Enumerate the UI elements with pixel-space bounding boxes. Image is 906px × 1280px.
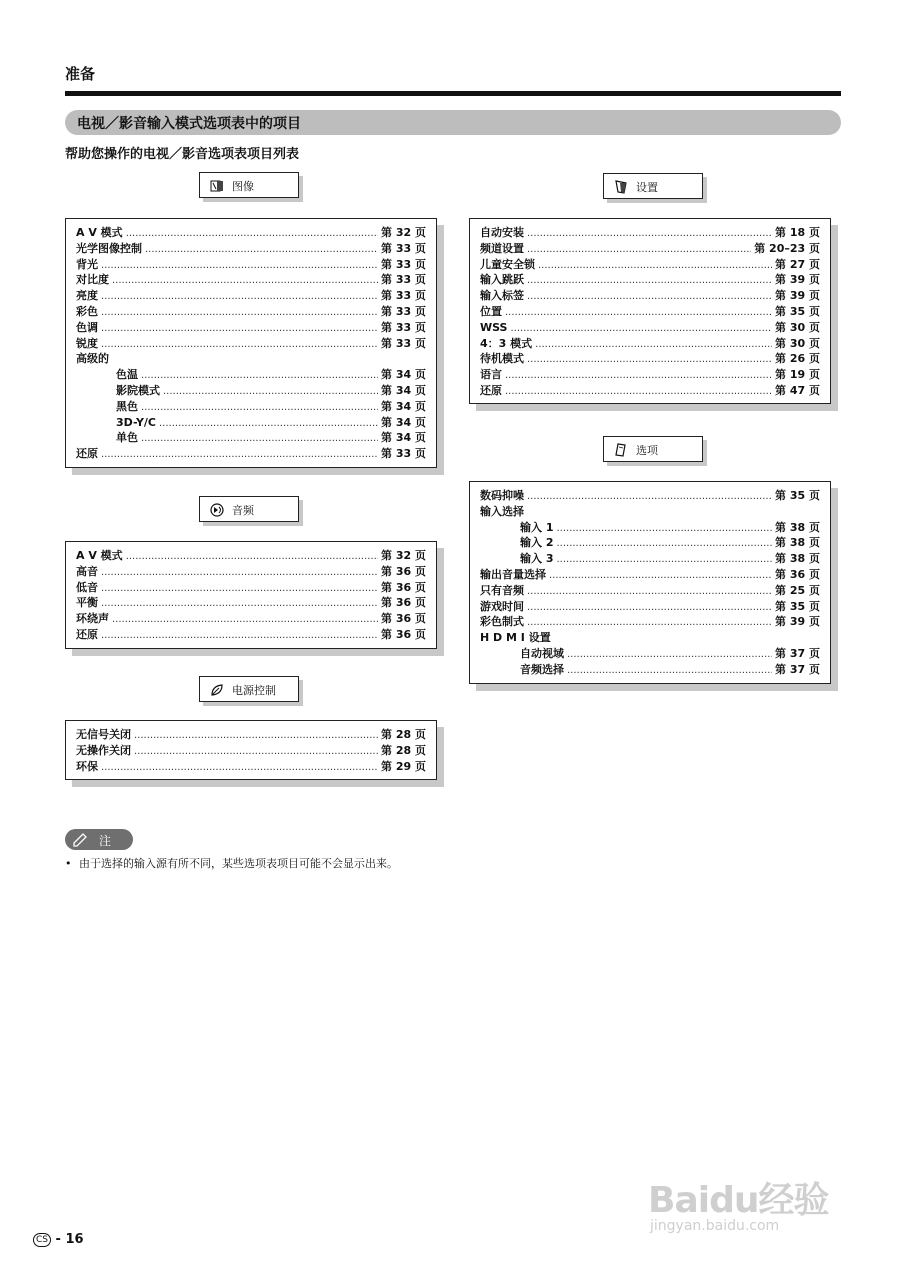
menu-item-label: A V 模式 bbox=[76, 549, 123, 562]
menu-item-page: 第 35 页 bbox=[775, 304, 820, 318]
menu-row bbox=[480, 319, 820, 335]
menu-item-page: 第 36 页 bbox=[381, 612, 426, 626]
dot-leader bbox=[101, 449, 378, 460]
menu-item-page: 第 32 页 bbox=[381, 549, 426, 562]
menu-row bbox=[76, 240, 426, 256]
note-tag bbox=[65, 829, 133, 850]
tab-option-label: 选项 bbox=[636, 444, 658, 457]
menu-item-page: 第 37 页 bbox=[775, 662, 820, 676]
menu-item-label: 待机模式 bbox=[480, 352, 524, 366]
tab-power-control bbox=[199, 676, 299, 702]
menu-item-page: 第 36 页 bbox=[381, 627, 426, 641]
menu-item-page: 第 18 页 bbox=[775, 226, 820, 239]
menu-item-page: 第 28 页 bbox=[381, 743, 426, 757]
dot-leader bbox=[126, 551, 378, 562]
dot-leader bbox=[101, 583, 378, 594]
menu-item-label: WSS bbox=[480, 320, 508, 334]
menu-row bbox=[480, 303, 820, 319]
dot-leader bbox=[101, 291, 378, 302]
title-rule bbox=[65, 91, 841, 96]
menu-item-label: 输出音量选择 bbox=[480, 567, 546, 581]
dot-leader bbox=[527, 586, 772, 597]
page-subtitle: 帮助您操作的电视／影音选项表项目列表 bbox=[65, 147, 300, 162]
menu-item-label: 彩色制式 bbox=[480, 615, 524, 629]
menu-item-label: 输入 2 bbox=[520, 536, 554, 550]
power-control-icon bbox=[209, 682, 225, 698]
menu-row bbox=[480, 224, 820, 240]
tab-setup-label: 设置 bbox=[636, 181, 658, 194]
menu-item-page: 第 20–23 页 bbox=[754, 241, 820, 255]
menu-item-page: 第 33 页 bbox=[381, 241, 426, 255]
menu-item-label: 锐度 bbox=[76, 336, 98, 350]
banner-title: 电视／影音输入模式选项表中的项目 bbox=[77, 116, 301, 132]
menu-item-page: 第 36 页 bbox=[381, 596, 426, 610]
picture-icon bbox=[209, 178, 225, 194]
menu-item-label: 色温 bbox=[116, 368, 138, 382]
menu-item-page: 第 30 页 bbox=[775, 320, 820, 334]
menu-item-page: 第 26 页 bbox=[775, 352, 820, 366]
dot-leader bbox=[101, 762, 378, 773]
menu-item-page: 第 33 页 bbox=[381, 320, 426, 334]
menu-row bbox=[480, 240, 820, 256]
menu-item-page: 第 27 页 bbox=[775, 257, 820, 271]
tab-picture bbox=[199, 172, 299, 198]
watermark-logo-text: Baidu经验 bbox=[648, 1180, 829, 1221]
dot-leader bbox=[101, 567, 378, 578]
dot-leader bbox=[527, 275, 772, 286]
menu-item-label: 无信号关闭 bbox=[76, 728, 131, 741]
menu-row bbox=[76, 398, 426, 414]
menu-item-label: 单色 bbox=[116, 431, 138, 445]
dot-leader bbox=[527, 602, 772, 613]
menu-item-page: 第 33 页 bbox=[381, 447, 426, 461]
dot-leader bbox=[145, 244, 378, 255]
menu-item-page: 第 37 页 bbox=[775, 646, 820, 660]
menu-row bbox=[76, 414, 426, 430]
menu-row bbox=[76, 742, 426, 758]
menu-item-label: 还原 bbox=[480, 383, 502, 397]
menu-item-label: 平衡 bbox=[76, 596, 98, 610]
dot-leader bbox=[101, 307, 378, 318]
dot-leader bbox=[567, 665, 772, 676]
menu-item-page: 第 30 页 bbox=[775, 336, 820, 350]
menu-item-label: 儿童安全锁 bbox=[480, 257, 535, 271]
dot-leader bbox=[159, 418, 378, 429]
menu-row bbox=[480, 287, 820, 303]
picture-menu-list bbox=[65, 218, 437, 468]
menu-row bbox=[76, 579, 426, 595]
tab-power-control-label: 电源控制 bbox=[232, 684, 276, 697]
menu-row bbox=[480, 271, 820, 287]
menu-item-label: 环绕声 bbox=[76, 612, 109, 626]
menu-item-label: 黑色 bbox=[116, 399, 138, 413]
menu-row bbox=[480, 566, 820, 582]
menu-item-label: 环保 bbox=[76, 759, 98, 773]
menu-row bbox=[76, 726, 426, 742]
menu-item-page: 第 34 页 bbox=[381, 383, 426, 397]
setup-menu-list bbox=[469, 218, 831, 404]
menu-row bbox=[76, 224, 426, 240]
menu-item-page: 第 39 页 bbox=[775, 273, 820, 287]
menu-item-label: 游戏时间 bbox=[480, 599, 524, 613]
menu-row bbox=[480, 350, 820, 366]
menu-item-page: 第 25 页 bbox=[775, 583, 820, 597]
dot-leader bbox=[101, 630, 378, 641]
menu-item-label: 输入 3 bbox=[520, 552, 554, 566]
menu-row bbox=[76, 563, 426, 579]
menu-item-label: 自动安装 bbox=[480, 226, 524, 239]
dot-leader bbox=[163, 386, 378, 397]
menu-row bbox=[76, 303, 426, 319]
menu-item-label: 还原 bbox=[76, 627, 98, 641]
menu-item-page: 第 34 页 bbox=[381, 368, 426, 382]
menu-item-label: H D M I 设置 bbox=[480, 631, 551, 645]
menu-item-label: 无操作关闭 bbox=[76, 743, 131, 757]
page-number-footer bbox=[33, 1232, 84, 1247]
menu-item-label: 数码抑噪 bbox=[480, 489, 524, 502]
menu-item-page: 第 34 页 bbox=[381, 431, 426, 445]
dot-leader bbox=[556, 523, 772, 534]
tab-option bbox=[603, 436, 703, 462]
menu-row bbox=[76, 271, 426, 287]
dot-leader bbox=[538, 260, 772, 271]
menu-item-label: 只有音频 bbox=[480, 583, 524, 597]
dot-leader bbox=[141, 433, 378, 444]
dot-leader bbox=[556, 538, 772, 549]
tab-audio-label: 音频 bbox=[232, 504, 254, 517]
note-label: 注 bbox=[99, 834, 112, 848]
menu-item-label: 对比度 bbox=[76, 273, 109, 287]
menu-row bbox=[76, 350, 426, 366]
dot-leader bbox=[505, 370, 772, 381]
menu-row bbox=[76, 594, 426, 610]
baidu-watermark bbox=[646, 1150, 856, 1246]
setup-icon bbox=[613, 179, 629, 195]
dot-leader bbox=[101, 260, 378, 271]
menu-item-label: 位置 bbox=[480, 304, 502, 318]
menu-item-page: 第 38 页 bbox=[775, 536, 820, 550]
dot-leader bbox=[527, 354, 772, 365]
option-icon bbox=[613, 442, 629, 458]
footer-separator: - bbox=[55, 1232, 61, 1247]
power-menu-list bbox=[65, 720, 437, 780]
menu-row bbox=[76, 319, 426, 335]
menu-row bbox=[76, 626, 426, 642]
menu-item-label: 低音 bbox=[76, 580, 98, 594]
menu-item-label: 4：3 模式 bbox=[480, 336, 533, 350]
pencil-icon bbox=[72, 832, 88, 847]
dot-leader bbox=[527, 617, 772, 628]
dot-leader bbox=[505, 307, 772, 318]
menu-item-page: 第 35 页 bbox=[775, 599, 820, 613]
audio-icon bbox=[209, 502, 225, 518]
menu-row bbox=[76, 429, 426, 445]
menu-item-page: 第 32 页 bbox=[381, 226, 426, 239]
dot-leader bbox=[112, 275, 378, 286]
page-number: 16 bbox=[65, 1232, 84, 1247]
menu-row bbox=[76, 758, 426, 774]
menu-item-label: 输入跳跃 bbox=[480, 273, 524, 287]
dot-leader bbox=[101, 339, 378, 350]
menu-row bbox=[76, 382, 426, 398]
menu-item-label: 光学图像控制 bbox=[76, 241, 142, 255]
menu-row bbox=[76, 335, 426, 351]
menu-item-label: 亮度 bbox=[76, 289, 98, 303]
menu-item-page: 第 19 页 bbox=[775, 368, 820, 382]
menu-item-label: 音频选择 bbox=[520, 662, 564, 676]
menu-row bbox=[480, 645, 820, 661]
menu-item-label: 高级的 bbox=[76, 352, 109, 366]
section-banner bbox=[65, 110, 841, 135]
dot-leader bbox=[549, 570, 772, 581]
menu-row bbox=[480, 503, 820, 519]
menu-item-page: 第 33 页 bbox=[381, 257, 426, 271]
dot-leader bbox=[567, 649, 772, 660]
menu-row bbox=[76, 547, 426, 563]
menu-item-label: 频道设置 bbox=[480, 241, 524, 255]
menu-item-page: 第 39 页 bbox=[775, 615, 820, 629]
tab-audio bbox=[199, 496, 299, 522]
menu-item-label: 自动视域 bbox=[520, 646, 564, 660]
menu-item-label: 色调 bbox=[76, 320, 98, 334]
dot-leader bbox=[101, 598, 378, 609]
menu-row bbox=[480, 598, 820, 614]
language-badge: CS bbox=[33, 1233, 51, 1247]
dot-leader bbox=[134, 746, 378, 757]
dot-leader bbox=[505, 386, 772, 397]
menu-item-page: 第 33 页 bbox=[381, 304, 426, 318]
menu-row bbox=[480, 335, 820, 351]
menu-item-page: 第 34 页 bbox=[381, 399, 426, 413]
menu-item-page: 第 38 页 bbox=[775, 552, 820, 566]
dot-leader bbox=[134, 730, 378, 741]
menu-item-label: 高音 bbox=[76, 564, 98, 578]
menu-row bbox=[480, 382, 820, 398]
dot-leader bbox=[556, 554, 772, 565]
menu-item-page: 第 34 页 bbox=[381, 415, 426, 429]
menu-row bbox=[76, 610, 426, 626]
dot-leader bbox=[141, 402, 378, 413]
menu-item-page: 第 39 页 bbox=[775, 289, 820, 303]
menu-row bbox=[480, 487, 820, 503]
menu-item-page: 第 35 页 bbox=[775, 489, 820, 502]
menu-item-label: 影院模式 bbox=[116, 383, 160, 397]
menu-row bbox=[480, 661, 820, 677]
section-title: 准备 bbox=[65, 65, 96, 83]
menu-row bbox=[480, 256, 820, 272]
menu-item-label: 彩色 bbox=[76, 304, 98, 318]
dot-leader bbox=[510, 323, 772, 334]
tab-setup bbox=[603, 173, 703, 199]
note-bullet: • bbox=[65, 857, 72, 870]
menu-row bbox=[480, 534, 820, 550]
menu-row bbox=[76, 445, 426, 461]
menu-item-label: 输入标签 bbox=[480, 289, 524, 303]
dot-leader bbox=[126, 228, 378, 239]
menu-row bbox=[480, 550, 820, 566]
menu-item-label: 背光 bbox=[76, 257, 98, 271]
menu-item-page: 第 33 页 bbox=[381, 273, 426, 287]
dot-leader bbox=[527, 228, 772, 239]
note-text bbox=[65, 855, 398, 871]
menu-item-label: 语言 bbox=[480, 368, 502, 382]
menu-item-page: 第 29 页 bbox=[381, 759, 426, 773]
dot-leader bbox=[535, 339, 772, 350]
menu-item-page: 第 33 页 bbox=[381, 289, 426, 303]
option-menu-list bbox=[469, 481, 831, 684]
menu-item-page: 第 36 页 bbox=[775, 567, 820, 581]
menu-item-label: 3D-Y/C bbox=[116, 415, 156, 429]
menu-row bbox=[480, 366, 820, 382]
dot-leader bbox=[527, 491, 772, 502]
menu-item-page: 第 36 页 bbox=[381, 564, 426, 578]
menu-item-label: 还原 bbox=[76, 447, 98, 461]
watermark-url: jingyan.baidu.com bbox=[650, 1218, 780, 1234]
menu-row bbox=[480, 519, 820, 535]
dot-leader bbox=[527, 244, 751, 255]
menu-row bbox=[76, 366, 426, 382]
menu-row bbox=[76, 287, 426, 303]
menu-item-page: 第 33 页 bbox=[381, 336, 426, 350]
menu-row bbox=[480, 629, 820, 645]
menu-item-label: A V 模式 bbox=[76, 226, 123, 239]
menu-row bbox=[480, 613, 820, 629]
note-body: 由于选择的输入源有所不同，某些选项表项目可能不会显示出来。 bbox=[79, 857, 398, 870]
menu-item-page: 第 47 页 bbox=[775, 383, 820, 397]
menu-row bbox=[76, 256, 426, 272]
dot-leader bbox=[141, 370, 378, 381]
menu-item-page: 第 28 页 bbox=[381, 728, 426, 741]
dot-leader bbox=[112, 614, 378, 625]
dot-leader bbox=[101, 323, 378, 334]
menu-row bbox=[480, 582, 820, 598]
tab-picture-label: 图像 bbox=[232, 180, 254, 193]
dot-leader bbox=[527, 291, 772, 302]
menu-item-label: 输入 1 bbox=[520, 520, 554, 534]
menu-item-page: 第 36 页 bbox=[381, 580, 426, 594]
menu-item-label: 输入选择 bbox=[480, 504, 524, 518]
audio-menu-list bbox=[65, 541, 437, 649]
menu-item-page: 第 38 页 bbox=[775, 520, 820, 534]
